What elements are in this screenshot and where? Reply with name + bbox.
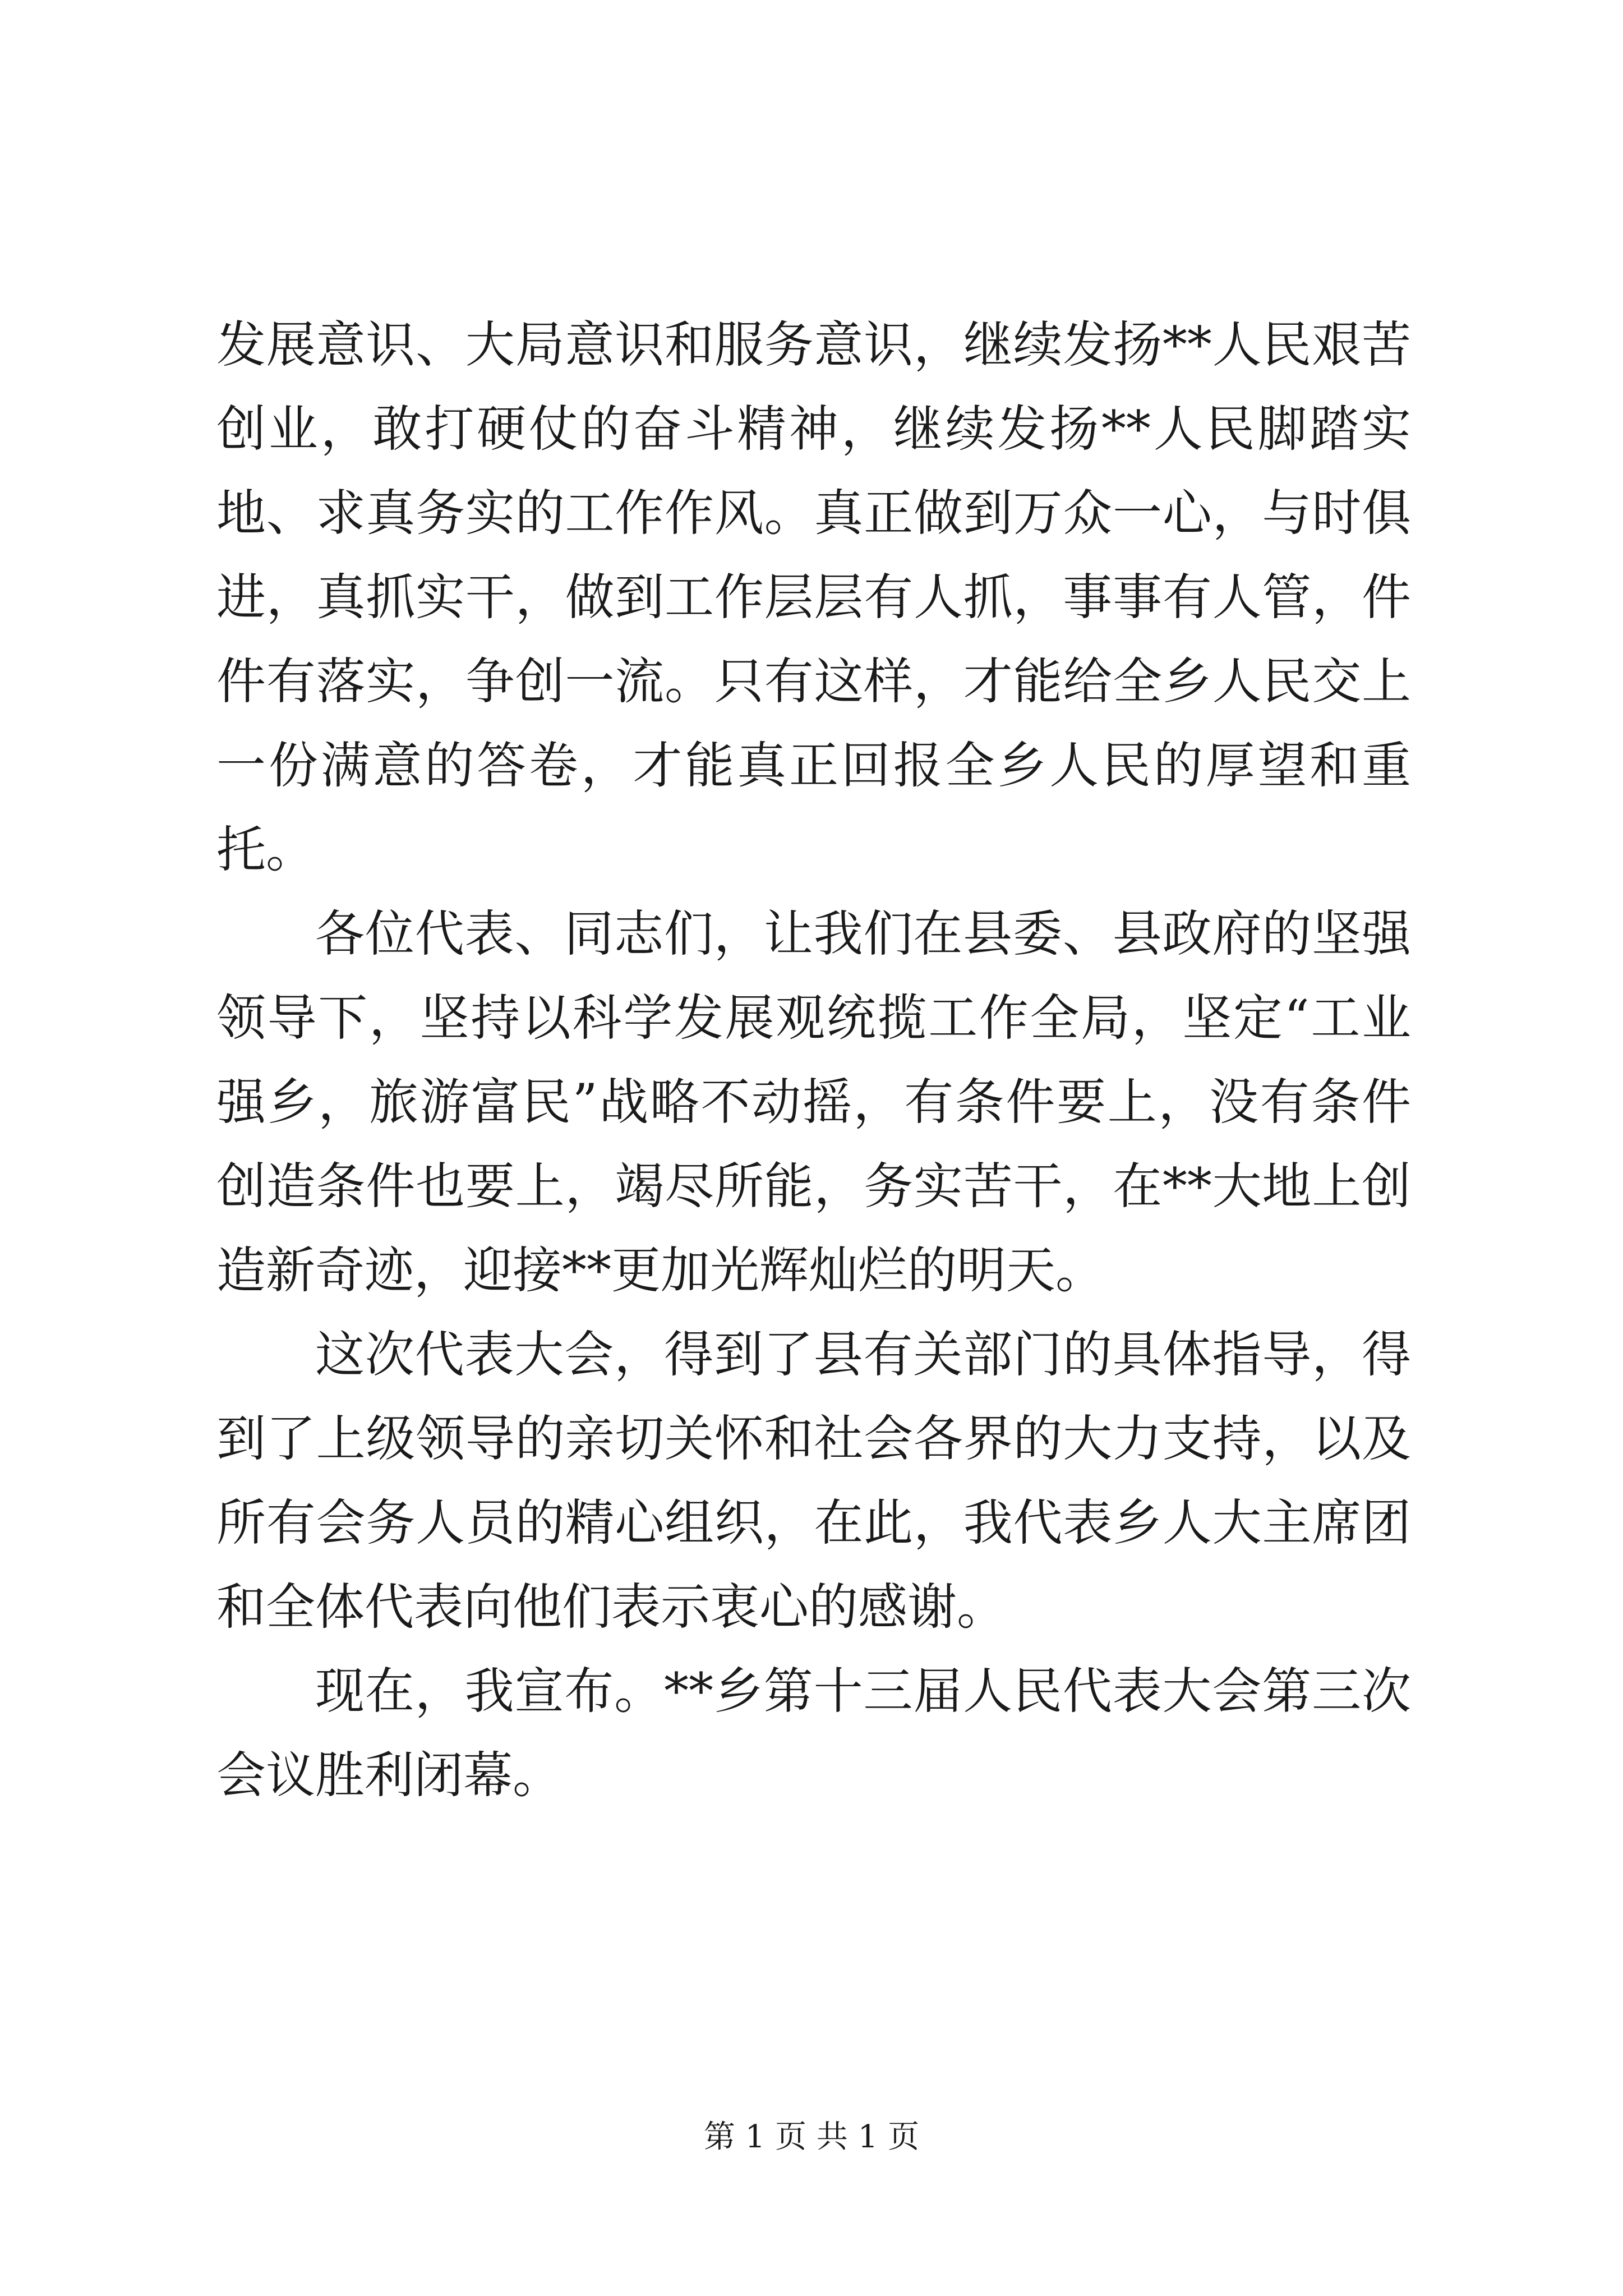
paragraph-closing-announcement: 现在，我宣布。**乡第十三届人民代表大会第三次会议胜利闭幕。 [216,1662,1411,1804]
paragraph-continuation: 发展意识、大局意识和服务意识，继续发扬**人民艰苦创业，敢打硬仗的奋斗精神，继续发扬**人民脚踏实地、求真务实的工作作风。真正做到万众一心，与时俱进，真抓实干，做到工作层层有人抓，事事有人管，件件有落实，争创一流。只有这样，才能给全乡人民交上一份满意的答卷，才能真正回报全乡人民的厚望和重托。 [216,316,1411,878]
paragraph-acknowledgement: 这次代表大会，得到了县有关部门的具体指导，得到了上级领导的亲切关怀和社会各界的大力支持，以及所有会务人员的精心组织，在此，我代表乡人大主席团和全体代表向他们表示衷心的感谢。 [216,1326,1411,1636]
document-body [216,303,1411,1818]
paragraph-call-to-action: 各位代表、同志们，让我们在县委、县政府的坚强领导下，坚持以科学发展观统揽工作全局，坚定“工业强乡，旅游富民”战略不动摇，有条件要上，没有条件创造条件也要上，竭尽所能，务实苦干，在**大地上创造新奇迹，迎接**更加光辉灿烂的明天。 [216,905,1411,1299]
page-footer: 第 1 页 共 1 页 [703,2119,920,2155]
